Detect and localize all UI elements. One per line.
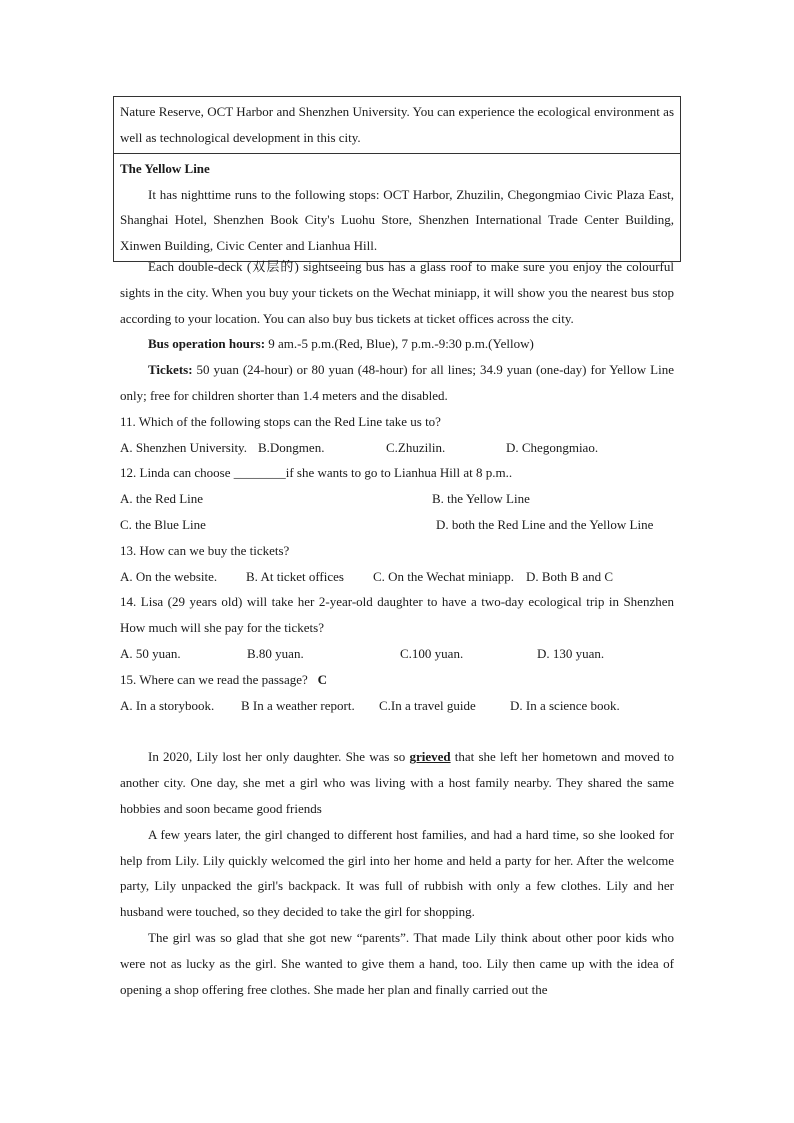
yellow-line-title: The Yellow Line	[120, 161, 210, 176]
cell-text: Nature Reserve, OCT Harbor and Shenzhen University. You can experience the ecological environment as well as technological development in this city.	[120, 104, 674, 145]
document-body	[120, 254, 674, 1002]
option-d: D. In a science book.	[510, 697, 620, 713]
option-a: A. the Red Line	[120, 491, 204, 507]
tickets-text: 50 yuan (24-hour) or 80 yuan (48-hour) for all lines; 34.9 yuan (one-day) for Yellow Line only; free for children shorter than 1.4 meters and the disabled.	[120, 362, 674, 403]
question-15-answer: C	[317, 671, 327, 687]
option-a: A. 50 yuan.	[120, 645, 181, 661]
option-c: C.In a travel guide	[379, 697, 476, 713]
option-d: D. Chegongmiao.	[506, 439, 599, 455]
bus-hours	[120, 331, 674, 357]
option-b: B. the Yellow Line	[432, 491, 530, 507]
question-12: 12. Linda can choose ________if she wants to go to Lianhua Hill at 8 p.m..	[120, 465, 513, 481]
question-12-options-ab	[120, 486, 674, 512]
option-a: A. Shenzhen University.	[120, 439, 247, 455]
question-15	[120, 667, 674, 693]
question-15-options	[120, 693, 674, 719]
question-14-options	[120, 641, 674, 667]
option-d: D. Both B and C	[526, 568, 614, 584]
question-13-options	[120, 564, 674, 590]
option-a: A. On the website.	[120, 568, 218, 584]
option-d: D. 130 yuan.	[537, 645, 605, 661]
option-a: A. In a storybook.	[120, 697, 215, 713]
question-11-options	[120, 435, 674, 461]
option-b: B. At ticket offices	[246, 568, 344, 584]
story-paragraph-3: The girl was so glad that she got new “parents”. That made Lily think about other poor kids who were not as lucky as the girl. She wanted to give them a hand, too. Lily then came up with the idea of opening a shop offering free clothes. She made her plan and finally carried out the	[120, 929, 674, 997]
option-c: C.100 yuan.	[400, 645, 464, 661]
tickets-info	[120, 357, 674, 409]
option-b: B.Dongmen.	[258, 439, 325, 455]
option-c: C. the Blue Line	[120, 516, 206, 532]
question-12-options-cd	[120, 512, 674, 538]
tickets-label: Tickets:	[148, 362, 193, 378]
story-text: that she left her hometown and moved to another city. One day, she met a girl who was living with a host family nearby. They shared the same hobbies and soon became good friends	[120, 749, 675, 816]
story-paragraph-1	[120, 744, 674, 821]
vocab-word: grieved	[409, 749, 451, 765]
table-cell-green-line	[114, 97, 680, 153]
story-paragraph-2: A few years later, the girl changed to different host families, and had a hard time, so she looked for help from Lily. Lily quickly welcomed the girl into her home and held a party for her. After the welcome party, Lily unpacked the girl's backpack. It was full of rubbish with only a few clothes. Lily and her husband were touched, so they decided to take the girl for shopping.	[120, 826, 674, 920]
question-15-text: 15. Where can we read the passage?	[120, 671, 308, 687]
passage-paragraph: Each double-deck (双层的) sightseeing bus has a glass roof to make sure you enjoy the colourful sights in the city. When you buy your tickets on the Wechat miniapp, it will show you the nearest bus stop according to your location. You can also buy bus tickets at ticket offices across the city.	[120, 259, 674, 326]
option-c: C. On the Wechat miniapp.	[373, 568, 514, 584]
option-c: C.Zhuzilin.	[386, 439, 446, 455]
question-11: 11. Which of the following stops can the Red Line take us to?	[120, 413, 441, 429]
hours-label: Bus operation hours:	[148, 336, 266, 352]
question-14: 14. Lisa (29 years old) will take her 2-year-old daughter to have a two-day ecological trip in Shenzhen How much will she pay for the tickets?	[120, 594, 674, 636]
option-d: D. both the Red Line and the Yellow Line	[436, 516, 654, 532]
bus-lines-table	[113, 96, 681, 262]
hours-text: 9 am.-5 p.m.(Red, Blue), 7 p.m.-9:30 p.m.(Yellow)	[265, 336, 534, 352]
table-cell-yellow-line	[114, 153, 680, 261]
question-13: 13. How can we buy the tickets?	[120, 542, 290, 558]
story-text: In 2020, Lily lost her only daughter. She was so	[148, 749, 410, 765]
section-gap	[120, 718, 674, 744]
option-b: B In a weather report.	[241, 697, 355, 713]
option-b: B.80 yuan.	[247, 645, 304, 661]
yellow-line-text: It has nighttime runs to the following stops: OCT Harbor, Zhuzilin, Chegongmiao Civic Plaza East, Shanghai Hotel, Shenzhen Book City's Luohu Store, Shenzhen International Trade Center Building, Xinwen Building, Civic Center and Lianhua Hill.	[120, 186, 674, 253]
